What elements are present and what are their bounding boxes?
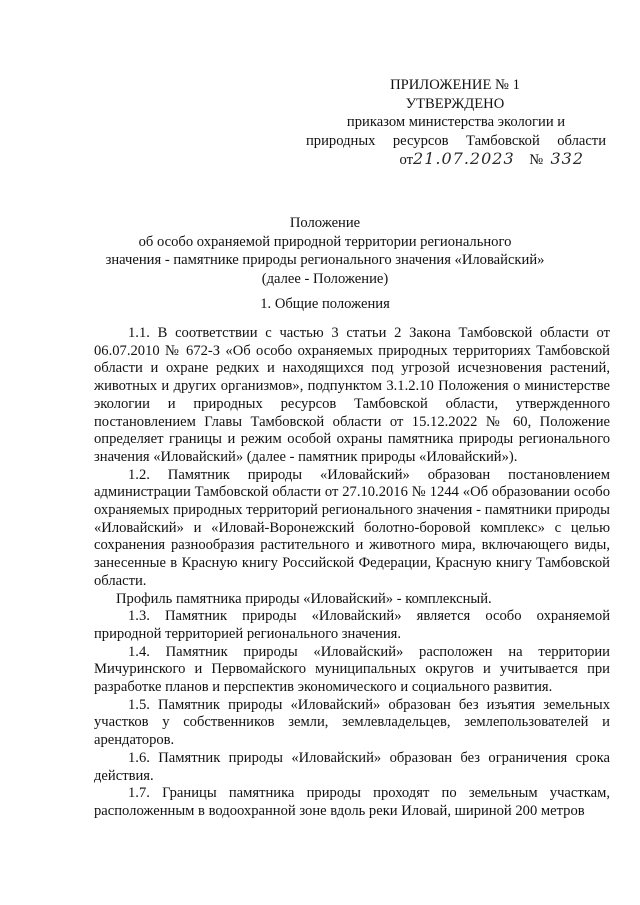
approved-label: УТВЕРЖДЕНО — [405, 95, 505, 112]
date-prefix: от — [399, 152, 414, 168]
document-title — [90, 214, 560, 288]
number-prefix: № — [529, 152, 544, 168]
paragraph-1-6: 1.6. Памятник природы «Иловайский» образован без ограничения срока действия. — [94, 749, 610, 784]
approval-block — [300, 76, 610, 170]
paragraph-1-4: 1.4. Памятник природы «Иловайский» расположен на территории Мичуринского и Первомайского муниципальных округов и учитывается при разработке планов и перспектив экономического и социального развития. — [94, 643, 610, 696]
appendix-label: ПРИЛОЖЕНИЕ № 1 — [390, 77, 520, 93]
order-line-1: приказом министерства экологии и — [346, 114, 566, 130]
paragraph-1-7: 1.7. Границы памятника природы проходят по земельным участкам, расположенным в водоохранной зоне вдоль реки Иловай, шириной 200 метров — [94, 785, 610, 819]
paragraph-1-2: 1.2. Памятник природы «Иловайский» образован постановлением администрации Тамбовской области от 27.10.2016 № 1244 «Об образовании особо охраняемых природных территорий регионального значения - памятники природы «Иловайский» и «Иловай-Воронежский болотно-боровой комплекс» с целью сохранения разнообразия растительного и животного мира, включающего виды, занесенные в Красную книгу Российской Федерации, Красную книгу Тамбовской области. — [94, 466, 610, 589]
handwritten-date: 21.07.2023 — [413, 149, 515, 168]
title-line-4: (далее - Положение) — [261, 270, 389, 287]
paragraph-profile: Профиль памятника природы «Иловайский» - комплексный. — [116, 590, 492, 607]
title-line-3: значения - памятнике природы регионального значения «Иловайский» — [105, 252, 545, 268]
paragraph-1-3: 1.3. Памятник природы «Иловайский» является особо охраняемой природной территорией регионального значения. — [94, 608, 610, 642]
order-date-number — [300, 150, 610, 170]
order-line-2: природных ресурсов Тамбовской области — [306, 132, 606, 149]
title-line-1: Положение — [289, 215, 361, 231]
document-body — [94, 325, 610, 821]
paragraph-1-1: 1.1. В соответствии с частью 3 статьи 2 Закона Тамбовской области от 06.07.2010 № 672-З «Об особо охраняемых природных территориях Тамбовской области и охране редких и находящихся под угрозой исчезновения растений, животных и других организмов», подпунктом 3.1.2.10 Положения о министерстве экологии и природных ресурсов Тамбовской области, утвержденного постановлением Главы Тамбовской области от 15.12.2022 № 60, Положение определяет границы и режим особой охраны памятника природы регионального значения «Иловайский» (далее - памятник природы «Иловайский»). — [94, 325, 610, 465]
title-line-2: об особо охраняемой природной территории регионального — [138, 233, 512, 250]
paragraph-1-5: 1.5. Памятник природы «Иловайский» образован без изъятия земельных участков у собственников земли, землевладельцев, землепользователей и арендаторов. — [94, 696, 610, 749]
handwritten-number: 332 — [550, 149, 584, 168]
section-heading: 1. Общие положения — [260, 296, 390, 312]
